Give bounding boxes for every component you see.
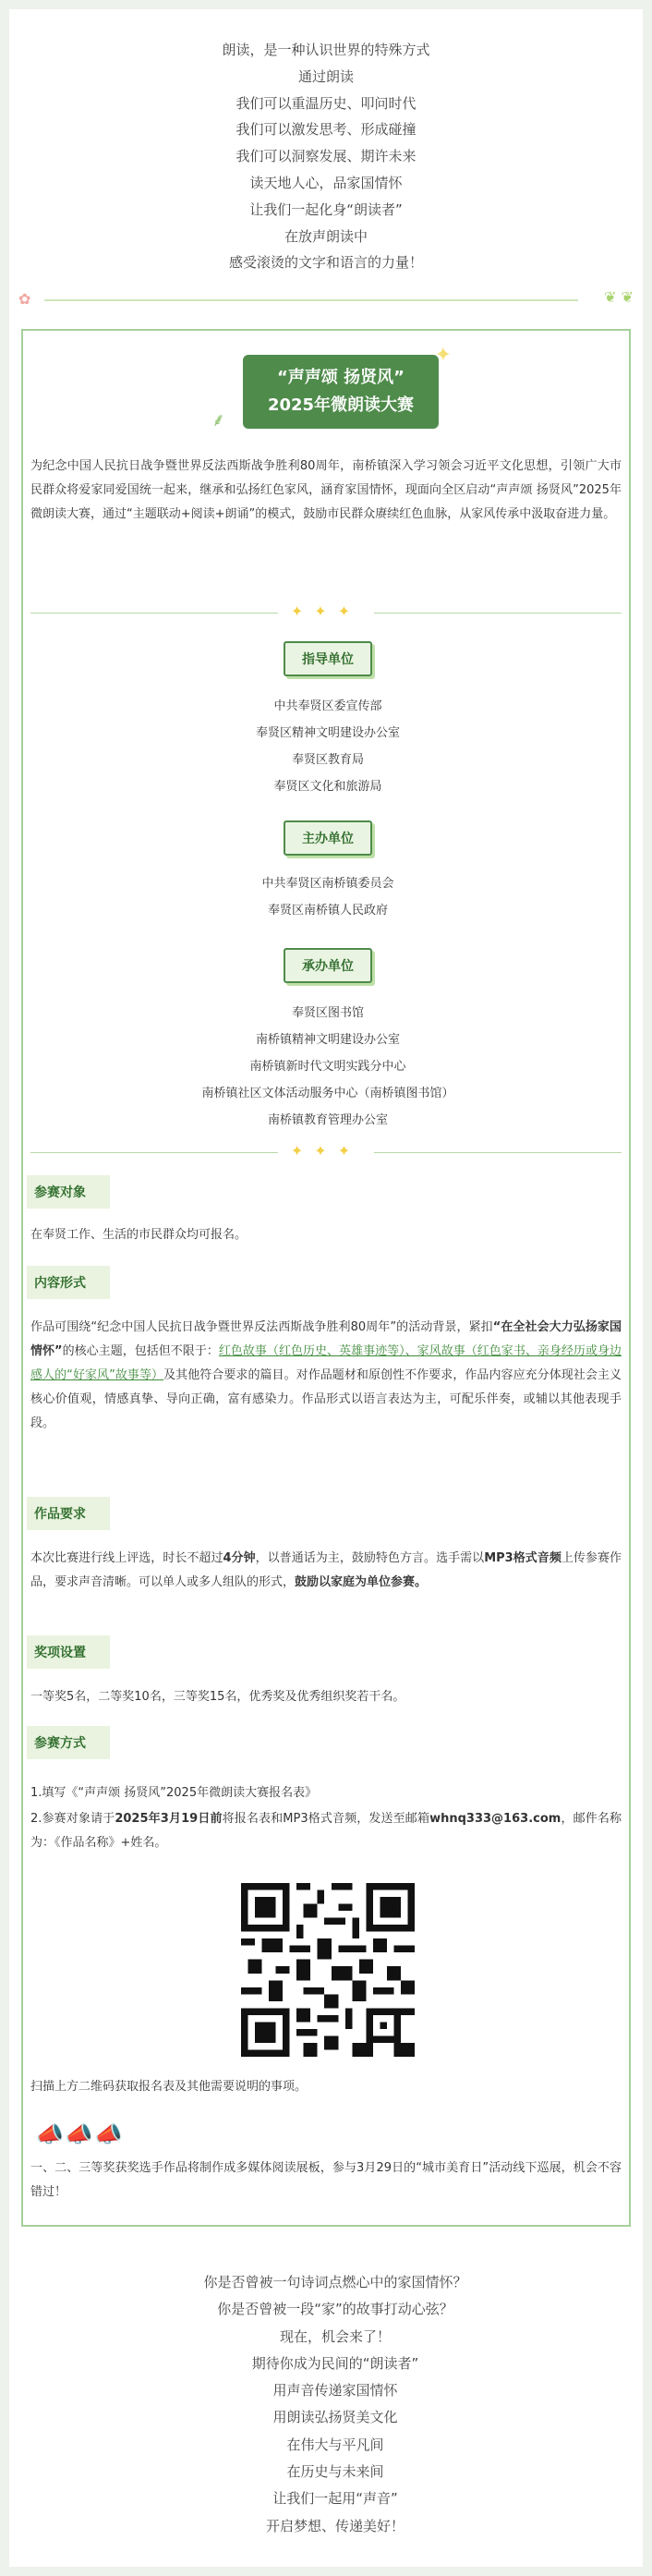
contest-card bbox=[21, 329, 631, 2227]
grass-icon: ⸙ bbox=[211, 408, 225, 431]
email-address[interactable]: whnq333@163.com bbox=[429, 1812, 561, 1826]
list-item: 奉贤区精神文明建设办公室 bbox=[255, 726, 400, 740]
intro-line: 在放声朗读中 bbox=[284, 227, 368, 245]
intro-line: 朗读，是一种认识世界的特殊方式 bbox=[222, 42, 430, 58]
organizer-list bbox=[23, 1000, 633, 1134]
banner-subtitle: 2025年微朗读大赛 bbox=[267, 395, 415, 415]
banner-title: “声声颂 扬贤风” bbox=[277, 368, 404, 387]
megaphone-icon: 📣📣📣 bbox=[36, 2121, 125, 2147]
intro-line: 让我们一起化身“朗读者” bbox=[249, 200, 403, 218]
intro-divider bbox=[18, 288, 634, 310]
requirements-text: 本次比赛进行线上评选，时长不超过4分钟，以普通话为主，鼓励特色方言。选手需以MP3格式音频上传参赛作品，要求声音清晰。可以单人或多人组队的形式，鼓励以家庭为单位参赛。 bbox=[30, 1551, 622, 1589]
intro-line: 我们可以洞察发展、期许未来 bbox=[235, 148, 417, 165]
article-page bbox=[9, 9, 643, 2567]
outro-line: 用朗读弘扬贤美文化 bbox=[272, 2409, 398, 2426]
lead-paragraph: 为纪念中国人民抗日战争暨世界反法西斯战争胜利80周年，南桥镇深入学习领会习近平文化思想，引领广大市民群众将爱家同爱国统一起来，继承和弘扬红色家风，涵育家国情怀，现面向全区启动“声声颂 扬贤风”2025年微朗读大赛，通过“主题联动+阅读+朗诵”的模式，鼓励市民群众赓续红色血脉，从家风传承中汲取奋进力量。 bbox=[30, 459, 622, 521]
method-step-1: 1.填写《“声声颂 扬贤风”2025年微朗读大赛报名表》 bbox=[30, 1786, 318, 1800]
showcase-text: 一、二、三等奖获奖选手作品将制作成多媒体阅读展板，参与3月29日的“城市美育日”活动线下巡展，机会不容错过！ bbox=[30, 2161, 622, 2199]
flower-icon: ✿ bbox=[18, 290, 31, 308]
outro-line: 在伟大与平凡间 bbox=[286, 2436, 384, 2453]
intro-line: 读天地人心，品家国情怀 bbox=[249, 174, 403, 191]
highlight-text: 红色故事（红色历史、英雄事迹等）、家风故事（红色家书、亲身经历或身边感人的“好家风”故事等） bbox=[30, 1344, 622, 1382]
outro-line: 让我们一起用“声音” bbox=[272, 2490, 398, 2508]
organizer-title: 承办单位 bbox=[23, 948, 633, 983]
section-header-method: 参赛方式 bbox=[27, 1726, 110, 1759]
host-title: 主办单位 bbox=[23, 820, 633, 856]
list-item: 奉贤区图书馆 bbox=[291, 1006, 364, 1020]
list-item: 中共奉贤区南桥镇委员会 bbox=[261, 877, 394, 891]
sparkle-icon: ✦ bbox=[434, 344, 452, 367]
list-item: 中共奉贤区委宣传部 bbox=[273, 699, 382, 713]
leaf-icon: ❦ ❦ bbox=[604, 288, 634, 306]
list-item: 南桥镇新时代文明实践分中心 bbox=[249, 1060, 406, 1074]
list-item: 奉贤区教育局 bbox=[291, 753, 364, 767]
divider-line bbox=[44, 299, 578, 301]
outro-line: 你是否曾被一段“家”的故事打动心弦？ bbox=[217, 2301, 453, 2318]
intro-line: 通过朗读 bbox=[297, 67, 354, 85]
contest-banner bbox=[211, 344, 452, 434]
outro-line: 你是否曾被一句诗词点燃心中的家国情怀？ bbox=[203, 2274, 467, 2290]
host-list bbox=[23, 870, 633, 924]
list-item: 奉贤区文化和旅游局 bbox=[273, 780, 382, 794]
outro-line: 现在，机会来了！ bbox=[279, 2327, 391, 2345]
outro-line: 开启梦想、传递美好！ bbox=[265, 2517, 404, 2534]
intro-line: 感受滚烫的文字和语言的力量！ bbox=[228, 254, 423, 272]
method-step-2: 2.参赛对象请于2025年3月19日前将报名表和MP3格式音频，发送至邮箱whnq333@163.com，邮件名称为：《作品名称》+姓名。 bbox=[30, 1812, 622, 1850]
outro-line: 在历史与未来间 bbox=[286, 2463, 384, 2481]
section-header-content: 内容形式 bbox=[27, 1266, 110, 1299]
outro-line: 用声音传递家国情怀 bbox=[272, 2382, 398, 2400]
intro-line: 我们可以重温历史、叩问时代 bbox=[235, 94, 417, 112]
outro-poem bbox=[9, 2269, 652, 2540]
intro-line: 我们可以激发思考、形成碰撞 bbox=[235, 121, 417, 139]
qr-code[interactable] bbox=[241, 1883, 415, 2057]
guide-list bbox=[23, 693, 633, 800]
qr-caption: 扫描上方二维码获取报名表及其他需要说明的事项。 bbox=[30, 2080, 308, 2094]
section-divider bbox=[30, 604, 622, 623]
section-divider bbox=[30, 1144, 622, 1162]
content-text: 作品可围绕“纪念中国人民抗日战争暨世界反法西斯战争胜利80周年”的活动背景，紧扣“在全社会大力弘扬家国情怀”的核心主题，包括但不限于：红色故事（红色历史、英雄事迹等）、家风故事（红色家书、亲身经历或身边感人的“好家风”故事等）及其他符合要求的篇目。对作品题材和原创性不作要求，作品内容应充分体现社会主义核心价值观，情感真挚、导向正确，富有感染力。作品形式以语言表达为主，可配乐伴奏，或辅以其他表现手段。 bbox=[30, 1320, 622, 1430]
participants-text: 在奉贤工作、生活的市民群众均可报名。 bbox=[30, 1228, 248, 1242]
outro-line: 期待你成为民间的“朗读者” bbox=[251, 2354, 419, 2372]
list-item: 南桥镇社区文体活动服务中心（南桥镇图书馆） bbox=[201, 1087, 454, 1100]
awards-text: 一等奖5名，二等奖10名，三等奖15名，优秀奖及优秀组织奖若干名。 bbox=[30, 1690, 405, 1704]
sparkle-icon: ✦✦✦ bbox=[278, 602, 374, 620]
sparkle-icon: ✦✦✦ bbox=[278, 1142, 374, 1160]
list-item: 南桥镇精神文明建设办公室 bbox=[255, 1033, 400, 1047]
list-item: 南桥镇教育管理办公室 bbox=[267, 1113, 388, 1127]
section-header-awards: 奖项设置 bbox=[27, 1635, 110, 1669]
section-header-participants: 参赛对象 bbox=[27, 1175, 110, 1209]
section-header-requirements: 作品要求 bbox=[27, 1497, 110, 1530]
intro-poem bbox=[9, 37, 643, 276]
guide-title: 指导单位 bbox=[23, 641, 633, 676]
list-item: 奉贤区南桥镇人民政府 bbox=[267, 904, 388, 917]
